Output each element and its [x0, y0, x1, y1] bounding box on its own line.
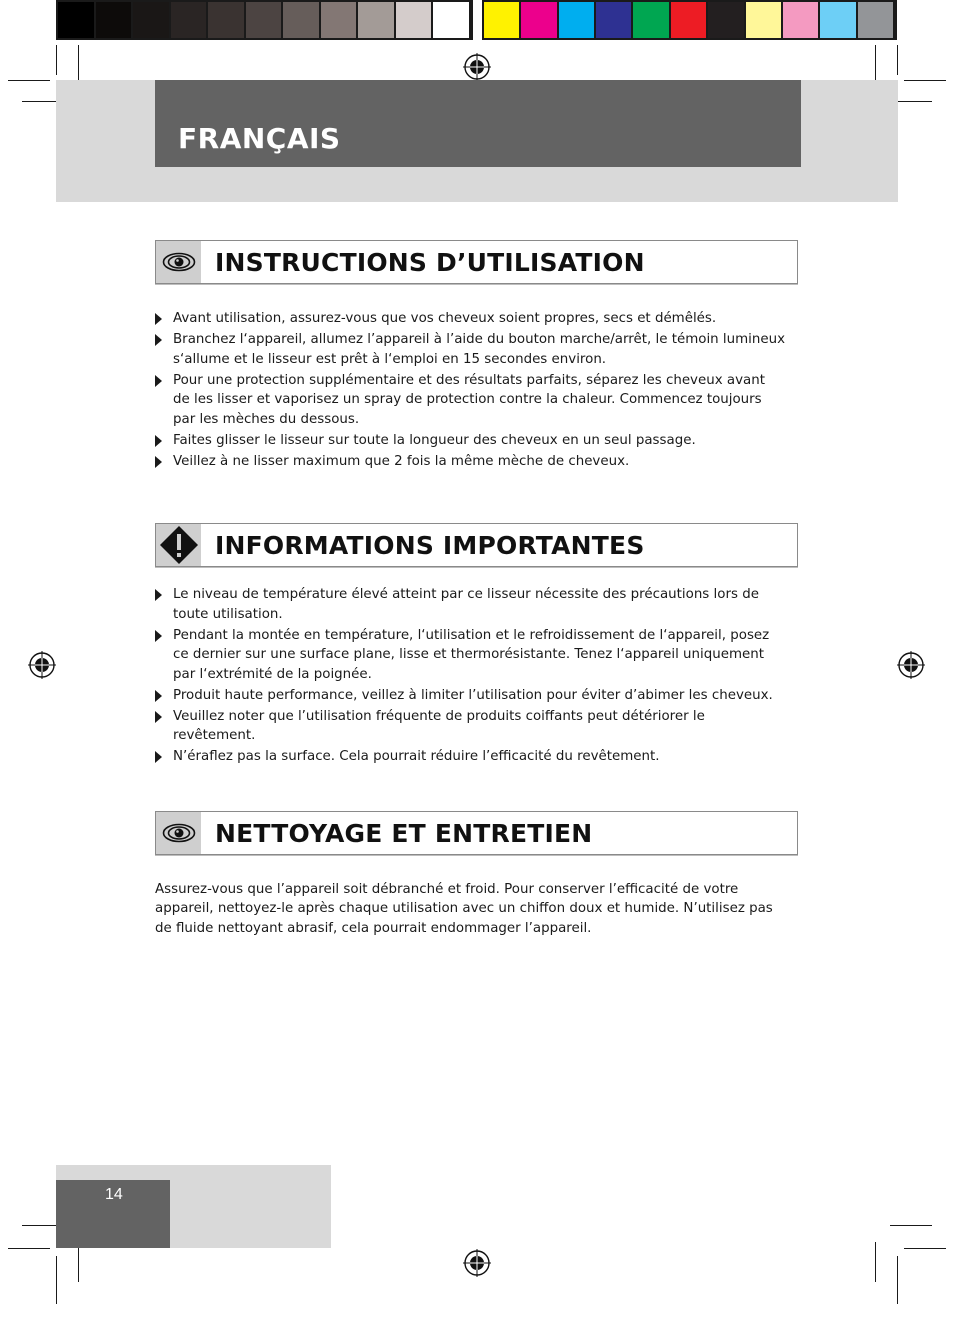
crop-mark: [56, 45, 57, 75]
color-swatch: [820, 2, 855, 38]
color-swatch: [283, 2, 319, 38]
list-item: [155, 585, 785, 624]
cleaning-paragraph: Assurez-vous que l’appareil soit débranché et froid. Pour conserver l’efficacité de votre appareil, nettoyez-le après chaque utilisation avec un chiffon doux et humide. N’utilisez pas de fluide nettoyant abrasif, cela pourrait endommager l’appareil.: [155, 882, 773, 936]
gray-calibration-bar: [56, 0, 473, 40]
color-swatch: [633, 2, 668, 38]
language-title: FRANÇAIS: [178, 122, 341, 155]
crop-mark: [904, 1248, 946, 1249]
arrow-bullet-icon: [155, 334, 162, 346]
color-swatch: [171, 2, 207, 38]
warning-icon: [156, 524, 201, 566]
crop-mark: [897, 45, 898, 75]
arrow-bullet-icon: [155, 711, 162, 723]
list-item: [155, 330, 785, 369]
list-item-text: Pendant la montée en température, l‘utilisation et le refroidissement de l‘appareil, posez ce dernier sur une surface plane, lisse et thermorésistante. Tenez l‘appareil uniquement par l‘extrémité de la poignée.: [173, 627, 770, 682]
arrow-bullet-icon: [155, 313, 162, 325]
color-swatch: [783, 2, 818, 38]
page-number: 14: [105, 1186, 123, 1203]
color-calibration-bar: [482, 0, 897, 40]
color-swatch: [58, 2, 94, 38]
color-swatch: [96, 2, 132, 38]
color-swatch: [396, 2, 432, 38]
section-header-instructions: [155, 240, 798, 284]
crop-mark: [56, 1256, 57, 1304]
registration-mark-icon: [27, 650, 57, 680]
crop-mark: [890, 1225, 932, 1226]
section-title: INSTRUCTIONS D’UTILISATION: [215, 248, 645, 277]
list-item: [155, 309, 785, 329]
list-item-text: Pour une protection supplémentaire et des résultats parfaits, séparez les cheveux avant de les lisser et vaporisez un spray de protection contre la chaleur. Commencez toujours par les mèches du dessous.: [173, 372, 765, 427]
list-item: [155, 452, 785, 472]
crop-mark: [904, 80, 946, 81]
list-item-text: Le niveau de température élevé atteint par ce lisseur nécessite des précautions lors de toute utilisation.: [173, 587, 759, 622]
arrow-bullet-icon: [155, 456, 162, 468]
list-item: [155, 686, 785, 706]
color-swatch: [596, 2, 631, 38]
color-swatch: [484, 2, 519, 38]
arrow-bullet-icon: [155, 435, 162, 447]
crop-mark: [897, 1256, 898, 1304]
color-swatch: [433, 2, 469, 38]
color-swatch: [246, 2, 282, 38]
arrow-bullet-icon: [155, 690, 162, 702]
color-swatch: [708, 2, 743, 38]
list-item: [155, 707, 785, 746]
list-item-text: Branchez l‘appareil, allumez l’appareil à l’aide du bouton marche/arrêt, le témoin lumineux s‘allume et le lisseur est prêt à l‘emploi en 15 secondes environ.: [173, 331, 786, 367]
section-title: NETTOYAGE ET ENTRETIEN: [215, 819, 593, 848]
registration-mark-icon: [896, 650, 926, 680]
section-header-cleaning: [155, 811, 798, 855]
list-item-text: Veuillez noter que l’utilisation fréquente de produits coiffants peut détériorer le revêtement.: [173, 708, 705, 744]
color-swatch: [671, 2, 706, 38]
color-swatch: [321, 2, 357, 38]
registration-mark-icon: [462, 1248, 492, 1278]
eye-icon: [156, 241, 201, 283]
important-info-list: [155, 585, 785, 768]
color-swatch: [133, 2, 169, 38]
color-swatch: [521, 2, 556, 38]
registration-mark-icon: [462, 52, 492, 82]
list-item: [155, 371, 785, 430]
color-swatch: [208, 2, 244, 38]
list-item-text: N’éraflez pas la surface. Cela pourrait réduire l’efficacité du revêtement.: [173, 749, 660, 765]
list-item: [155, 747, 785, 767]
arrow-bullet-icon: [155, 751, 162, 763]
list-item: [155, 626, 785, 685]
instructions-list: [155, 309, 785, 473]
section-title: INFORMATIONS IMPORTANTES: [215, 531, 645, 560]
arrow-bullet-icon: [155, 375, 162, 387]
crop-mark: [8, 80, 50, 81]
list-item-text: Veillez à ne lisser maximum que 2 fois la même mèche de cheveux.: [173, 453, 630, 469]
crop-mark: [875, 1242, 876, 1282]
crop-mark: [8, 1248, 50, 1249]
section-header-important: [155, 523, 798, 567]
list-item-text: Avant utilisation, assurez-vous que vos cheveux soient propres, secs et démêlés.: [173, 311, 717, 326]
list-item: [155, 431, 785, 451]
eye-icon: [156, 812, 201, 854]
color-swatch: [559, 2, 594, 38]
list-item-text: Faites glisser le lisseur sur toute la longueur des cheveux en un seul passage.: [173, 432, 696, 448]
arrow-bullet-icon: [155, 589, 162, 601]
color-swatch: [746, 2, 781, 38]
arrow-bullet-icon: [155, 630, 162, 642]
crop-mark: [78, 1242, 79, 1282]
color-swatch: [358, 2, 394, 38]
list-item-text: Produit haute performance, veillez à limiter l’utilisation pour éviter d’abimer les cheveux.: [173, 687, 773, 703]
color-swatch: [858, 2, 893, 38]
